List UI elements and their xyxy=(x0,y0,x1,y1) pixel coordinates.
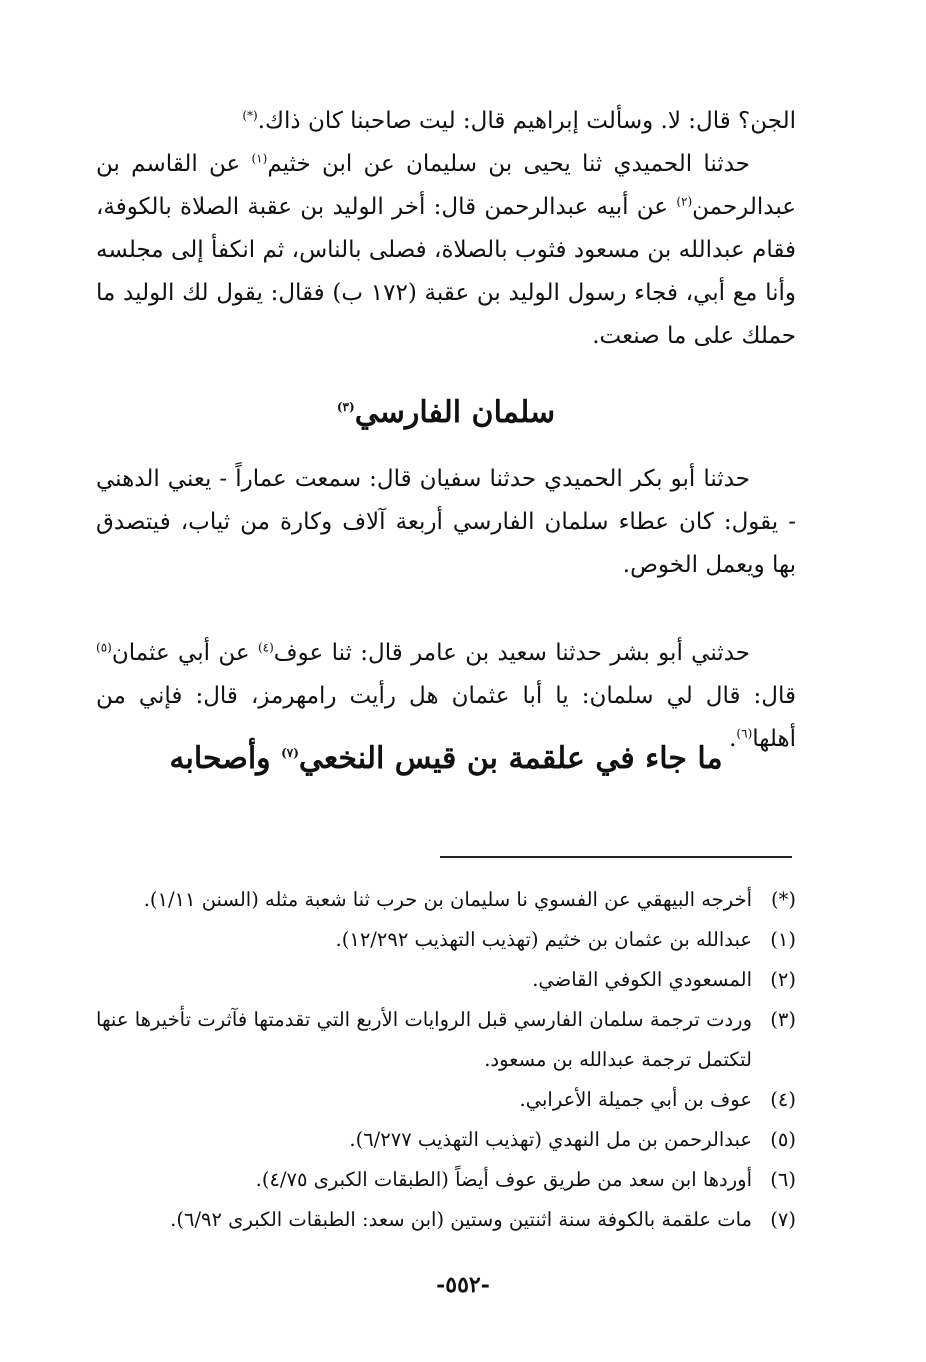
paragraph-2-text-c: عن أبيه عبدالرحمن قال: أخر الوليد بن عقبة الصلاة بالكوفة، فقام عبدالله بن مسعود فثوب بالصلاة، فصلى بالناس، ثم انكفأ إلى مجلسه وأنا مع أبي، فجاء رسول الوليد بن عقبة (١٧٢ ب) فقال: يقول لك الوليد ما حملك على ما صنعت. xyxy=(96,194,796,349)
footnote-number: (٦) xyxy=(770,1168,796,1191)
paragraph-1 xyxy=(96,100,796,143)
footnote-item xyxy=(96,1080,796,1120)
paragraph-2-text-b: عن القاسم بن عبدالرحمن xyxy=(96,151,796,220)
paragraph xyxy=(96,458,796,587)
footnote-number: (٣) xyxy=(770,1008,796,1031)
footnote-item xyxy=(96,1200,796,1240)
footnote-item xyxy=(96,1120,796,1160)
footnote-text: أوردها ابن سعد من طريق عوف أيضاً (الطبقات الكبرى ٤/٧٥). xyxy=(255,1168,752,1191)
footnote-ref: (٦) xyxy=(736,726,753,741)
opening-text xyxy=(96,100,796,358)
footnote-number: (٤) xyxy=(770,1088,796,1111)
footnote-item xyxy=(96,920,796,960)
footnote-number: (٢) xyxy=(770,968,796,991)
footnote-number: (١) xyxy=(770,928,796,951)
page-number: -٥٥٢- xyxy=(436,1272,490,1298)
salman-paragraph-1 xyxy=(96,458,796,587)
footnote-text: المسعودي الكوفي القاضي. xyxy=(532,968,752,991)
footnote-text: عوف بن أبي جميلة الأعرابي. xyxy=(519,1088,752,1111)
footnotes xyxy=(96,880,796,1240)
footnote-ref: (٧) xyxy=(281,746,299,760)
footnote-number: (٧) xyxy=(770,1208,796,1231)
paragraph-1-text: الجن؟ قال: لا. وسألت إبراهيم قال: ليت صاحبنا كان ذاك. xyxy=(257,108,796,134)
footnote-separator xyxy=(440,856,792,858)
paragraph-text: حدثنا أبو بكر الحميدي حدثنا سفيان قال: سمعت عماراً - يعني الدهني - يقول: كان عطاء سلمان الفارسي أربعة آلاف وكارة من ثياب، فيتصدق بها ويعمل الخوص. xyxy=(96,466,796,578)
footnote-number: (*) xyxy=(771,888,796,911)
section-heading-text-a: ما جاء في علقمة بن قيس النخعي xyxy=(298,741,723,776)
footnote-ref: (٤) xyxy=(257,640,274,655)
section-heading-text-b: وأصحابه xyxy=(169,741,282,776)
footnote-number: (٥) xyxy=(770,1128,796,1151)
footnote-text: أخرجه البيهقي عن الفسوي نا سليمان بن حرب ثنا شعبة مثله (السنن ١/١١). xyxy=(143,888,752,911)
section-heading-salman xyxy=(96,388,796,438)
footnote-text: وردت ترجمة سلمان الفارسي قبل الروايات الأربع التي تقدمتها فآثرت تأخيرها عنها لتكتمل ترجمة عبدالله بن مسعود. xyxy=(96,1008,752,1071)
footnote-text: مات علقمة بالكوفة سنة اثنتين وستين (ابن سعد: الطبقات الكبرى ٦/٩٢). xyxy=(170,1208,752,1231)
footnote-text: عبدالرحمن بن مل النهدي (تهذيب التهذيب ٦/٢٧٧). xyxy=(349,1128,752,1151)
paragraph-text-b: عن أبي عثمان xyxy=(111,640,258,666)
footnote-item xyxy=(96,1160,796,1200)
footnote-text: عبدالله بن عثمان بن خثيم (تهذيب التهذيب ١٢/٢٩٢). xyxy=(335,928,752,951)
paragraph-text-a: حدثني أبو بشر حدثنا سعيد بن عامر قال: ثنا عوف xyxy=(273,640,750,666)
footnote-item xyxy=(96,880,796,920)
section-heading-text: سلمان الفارسي xyxy=(354,395,556,430)
footnote-ref: (٣) xyxy=(336,400,355,414)
footnote-ref: (٥) xyxy=(96,640,112,655)
footnote-ref: (٢) xyxy=(676,194,693,209)
footnote-item xyxy=(96,1000,796,1080)
section-heading-alqama xyxy=(96,734,796,784)
paragraph-2 xyxy=(96,143,796,358)
footnote-ref: (*) xyxy=(242,108,258,123)
paragraph-text-d: . xyxy=(729,726,737,752)
paragraph-text-c: قال: قال لي سلمان: يا أبا عثمان هل رأيت رامهرمز، قال: فإني من أهلها xyxy=(96,683,796,752)
footnote-ref: (١) xyxy=(251,151,268,166)
footnote-item xyxy=(96,960,796,1000)
paragraph-2-text-a: حدثنا الحميدي ثنا يحيى بن سليمان عن ابن خثيم xyxy=(267,151,750,177)
